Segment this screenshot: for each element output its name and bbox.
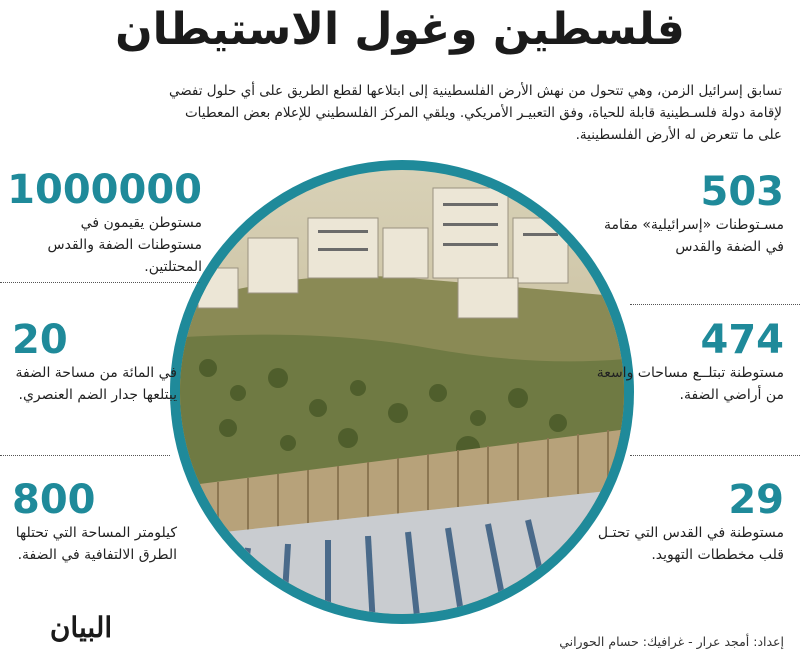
stat-number: 29 (728, 477, 784, 523)
stat-wall-percent (12, 318, 177, 406)
stat-bypass-roads (12, 478, 177, 566)
intro-paragraph: تسابق إسرائيل الزمن، وهي تتحول من نهش الأرض الفلسطينية إلى ابتلاعها لقطع الطريق على أي حلول تفضي لإقامة دولة فلسـطينية قابلة للحياة، وفق التعبيـر الأمريكي. ويلقي المركز الفلسطيني للإعلام بعض المعطيات على ما تتعرض له الأرض الفلسطينية. (168, 83, 782, 143)
stat-text: مستوطنة تبتلــع مساحات واسعة من أراضي الضفة. (596, 365, 784, 403)
stat-settlements (594, 170, 784, 258)
albayan-logo (36, 601, 126, 649)
logo-text: البيان (49, 611, 113, 644)
stat-number: 20 (12, 317, 68, 363)
credit-line: إعداد: أمجد عرار - غرافيك: حسام الحوراني (559, 634, 784, 649)
stat-text: كيلومتر المساحة التي تحتلها الطرق الالتفافية في الضفة. (15, 525, 177, 563)
stat-west-bank-settlements (594, 318, 784, 406)
stat-text: مسـتوطنات «إسرائيلية» مقامة في الضفة والقدس (604, 217, 784, 255)
divider-right-1 (630, 304, 800, 305)
stat-text: مستوطنة في القدس التي تحتـل قلب مخططات التهويد. (597, 525, 784, 563)
settlement-photo (168, 158, 636, 626)
stat-number: 503 (700, 169, 784, 215)
stat-jerusalem-settlements (594, 478, 784, 566)
divider-left-1 (0, 282, 200, 283)
page-title: فلسطين وغول الاستيطان (115, 4, 685, 55)
stat-number: 1000000 (7, 167, 202, 213)
stat-settlers (7, 167, 202, 278)
stat-number: 800 (12, 477, 96, 523)
stat-text: في المائة من مساحة الضفة يبتلعها جدار الضم العنصري. (15, 365, 177, 403)
divider-right-2 (630, 455, 800, 456)
stat-text: مستوطن يقيمون في مستوطنات الضفة والقدس المحتلتين. (47, 215, 202, 275)
divider-left-2 (0, 455, 170, 456)
stat-number: 474 (700, 317, 784, 363)
